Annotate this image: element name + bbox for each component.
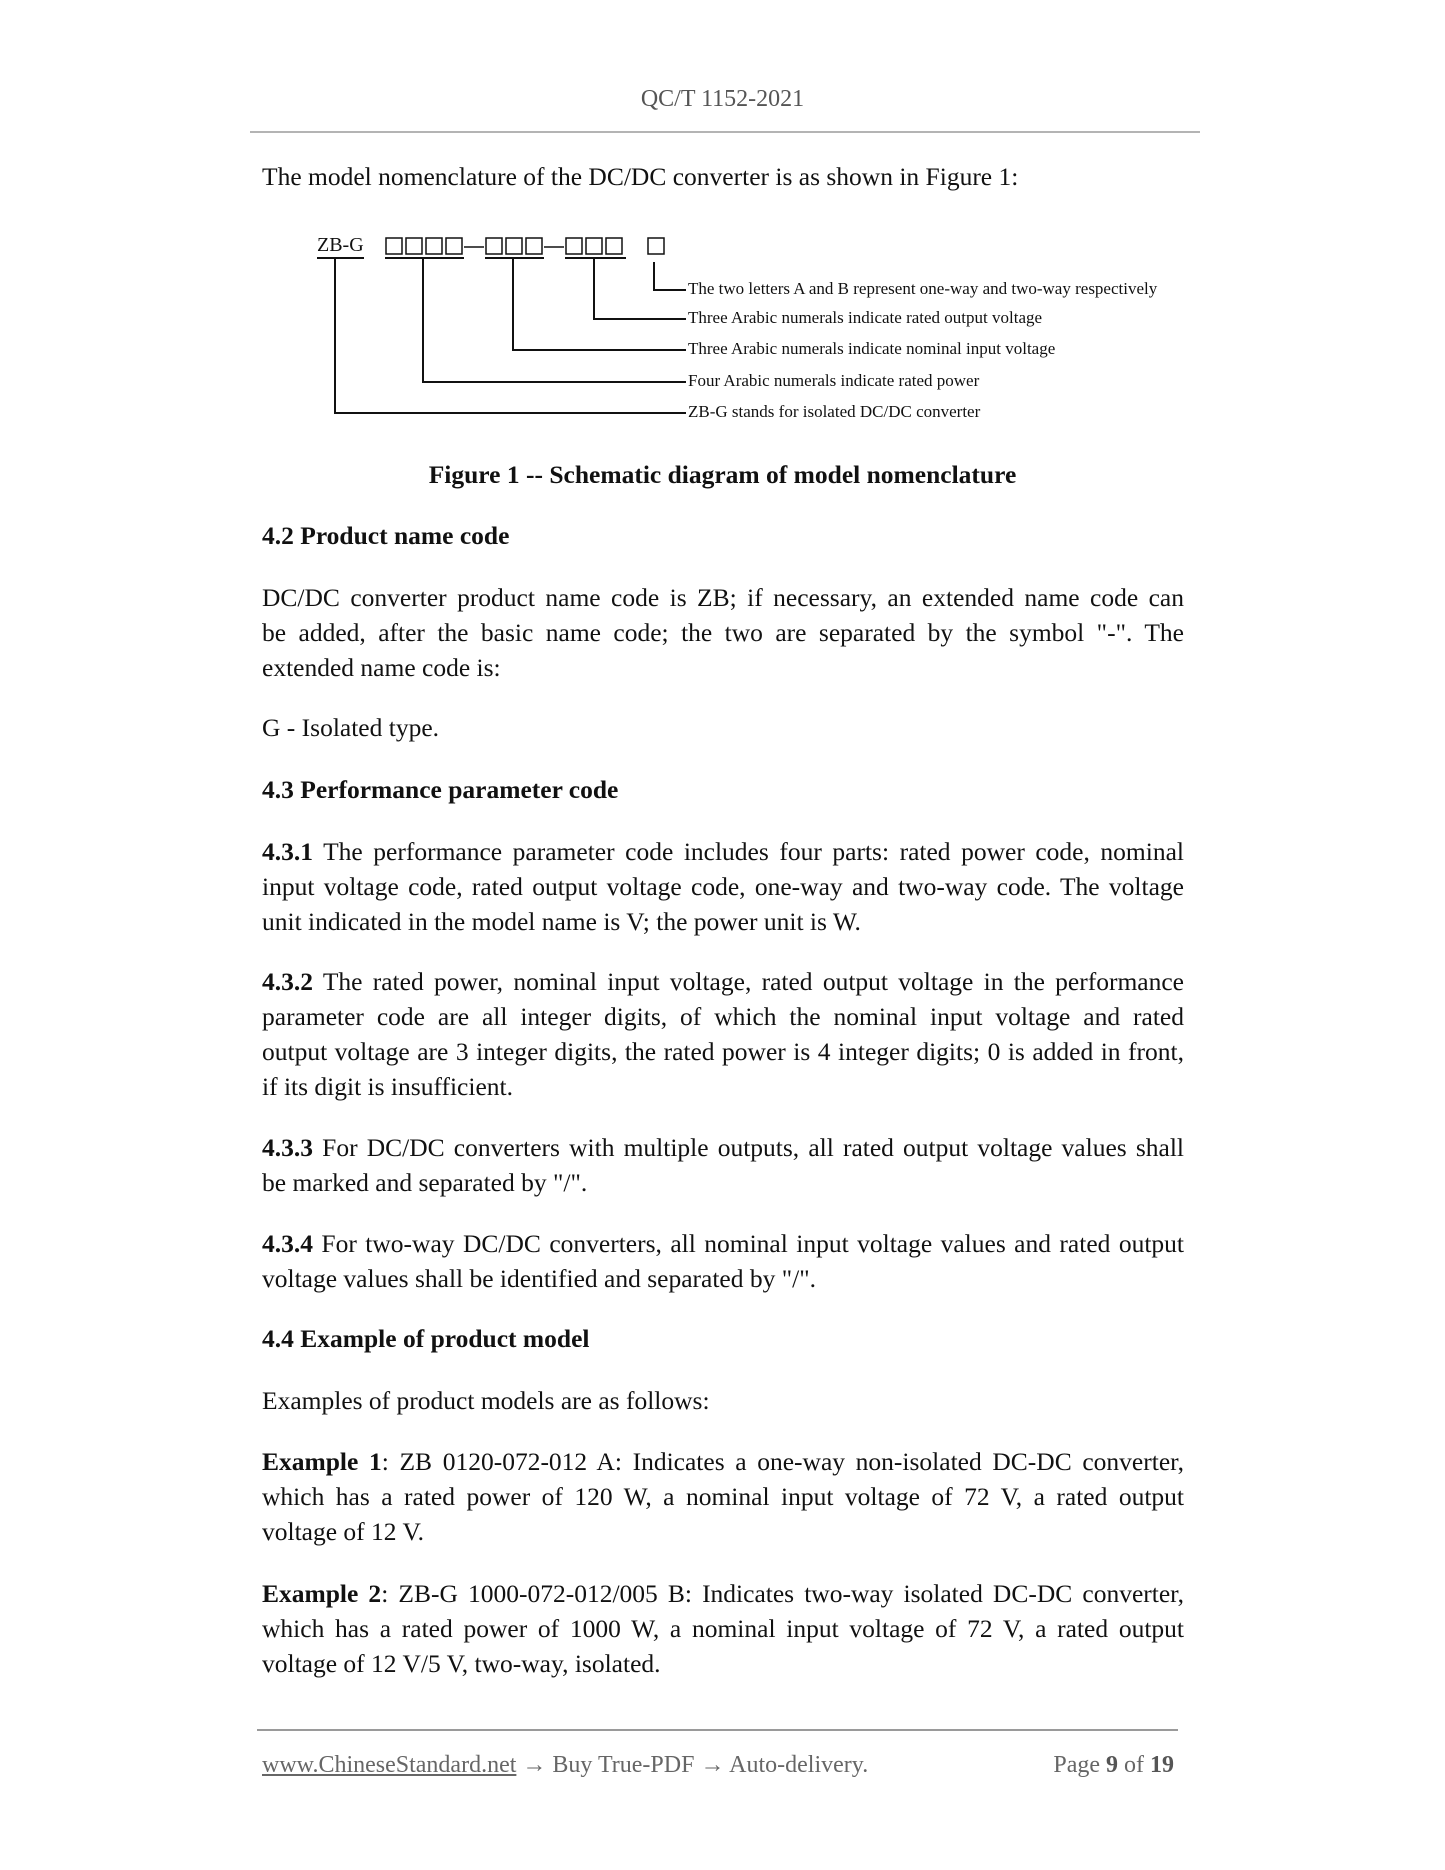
power-digit-box <box>446 238 462 254</box>
text-line: DC/DC converter product name code is ZB; if necessary, an extended name code can <box>262 583 1184 612</box>
text-line: input voltage code, rated output voltage code, one-way and two-way code. The voltage <box>262 872 1184 901</box>
text-line: which has a rated power of 1000 W, a nominal input voltage of 72 V, a rated output <box>262 1614 1184 1643</box>
clause-number: 4.3.3 <box>262 1133 313 1162</box>
text-line: : ZB-G 1000-072-012/005 B: Indicates two-way isolated DC-DC converter, <box>381 1579 1184 1608</box>
power-digit-box <box>406 238 422 254</box>
isolated-type-item: G - Isolated type. <box>262 713 440 742</box>
text-line: : ZB 0120-072-012 A: Indicates a one-way non-isolated DC-DC converter, <box>381 1447 1184 1476</box>
arrow-right-icon: → <box>700 1752 725 1778</box>
input-voltage-digit-box <box>506 238 522 254</box>
example-label: Example 1 <box>262 1447 382 1476</box>
page-current: 9 <box>1106 1752 1118 1778</box>
example-1 <box>262 1444 1184 1549</box>
clause-number: 4.3.1 <box>262 837 313 866</box>
leader-rated-power <box>423 259 686 382</box>
buy-true-pdf-text: Buy True-PDF <box>552 1752 695 1778</box>
clause-number: 4.3.2 <box>262 967 313 996</box>
text-line: parameter code are all integer digits, of which the nominal input voltage and rated <box>262 1002 1184 1031</box>
paragraph-4-3-4 <box>262 1226 1184 1296</box>
input-voltage-digit-box <box>486 238 502 254</box>
figure-intro-text: The model nomenclature of the DC/DC converter is as shown in Figure 1: <box>262 162 1019 191</box>
figure-caption: Figure 1 -- Schematic diagram of model nomenclature <box>428 460 1017 489</box>
text-line: unit indicated in the model name is V; the power unit is W. <box>262 907 861 936</box>
section-heading-4-2: 4.2 Product name code <box>262 521 510 550</box>
section-heading-4-3: 4.3 Performance parameter code <box>262 775 619 804</box>
page-word: Page <box>1053 1752 1100 1778</box>
text-line: be marked and separated by "/". <box>262 1168 588 1197</box>
of-word: of <box>1124 1752 1144 1778</box>
output-voltage-digit-box <box>606 238 622 254</box>
clause-number: 4.3.4 <box>262 1229 313 1258</box>
section-heading-4-4: 4.4 Example of product model <box>262 1324 590 1353</box>
text-line: be added, after the basic name code; the two are separated by the symbol "-". The <box>262 618 1184 647</box>
input-voltage-digit-box <box>526 238 542 254</box>
label-output-voltage: Three Arabic numerals indicate rated output voltage <box>688 308 1043 327</box>
paragraph-4-3-3 <box>262 1130 1184 1200</box>
label-input-voltage: Three Arabic numerals indicate nominal input voltage <box>688 339 1056 358</box>
footer-promo <box>262 1750 868 1780</box>
text-line: which has a rated power of 120 W, a nominal input voltage of 72 V, a rated output <box>262 1482 1184 1511</box>
paragraph-4-3-1 <box>262 834 1184 939</box>
leader-prefix <box>335 259 686 413</box>
auto-delivery-text: Auto-delivery. <box>729 1752 869 1778</box>
document-id-header: QC/T 1152-2021 <box>640 86 805 112</box>
paragraph-4-2 <box>262 580 1184 685</box>
power-digit-box <box>426 238 442 254</box>
page-number <box>1034 1750 1174 1780</box>
example-2 <box>262 1576 1184 1681</box>
site-link[interactable]: www.ChineseStandard.net <box>262 1752 517 1778</box>
example-label: Example 2 <box>262 1579 382 1608</box>
text-line: voltage values shall be identified and separated by "/". <box>262 1264 817 1293</box>
output-voltage-digit-box <box>566 238 582 254</box>
footer-rule <box>257 1729 1178 1731</box>
text-line: voltage of 12 V/5 V, two-way, isolated. <box>262 1649 661 1678</box>
text-line: output voltage are 3 integer digits, the rated power is 4 integer digits; 0 is added in front, <box>262 1037 1184 1066</box>
output-voltage-digit-box <box>586 238 602 254</box>
leader-input-voltage <box>513 259 686 350</box>
leader-direction <box>654 262 686 290</box>
page-total: 19 <box>1150 1752 1174 1778</box>
text-line: For two-way DC/DC converters, all nominal input voltage values and rated output <box>313 1229 1184 1258</box>
label-rated-power: Four Arabic numerals indicate rated power <box>688 371 980 390</box>
text-line: if its digit is insufficient. <box>262 1072 513 1101</box>
label-direction: The two letters A and B represent one-way and two-way respectively <box>688 279 1158 298</box>
text-line: The rated power, nominal input voltage, rated output voltage in the performance <box>313 967 1184 996</box>
examples-intro: Examples of product models are as follows: <box>262 1386 710 1415</box>
text-line: extended name code is: <box>262 653 501 682</box>
text-line: For DC/DC converters with multiple outputs, all rated output voltage values shall <box>313 1133 1184 1162</box>
power-digit-box <box>386 238 402 254</box>
code-prefix: ZB-G <box>317 234 364 256</box>
direction-letter-box <box>648 238 664 254</box>
text-line: voltage of 12 V. <box>262 1517 424 1546</box>
label-prefix: ZB-G stands for isolated DC/DC converter <box>688 402 981 421</box>
paragraph-4-3-2 <box>262 964 1184 1104</box>
text-line: The performance parameter code includes four parts: rated power code, nominal <box>313 837 1184 866</box>
arrow-right-icon: → <box>522 1752 547 1778</box>
